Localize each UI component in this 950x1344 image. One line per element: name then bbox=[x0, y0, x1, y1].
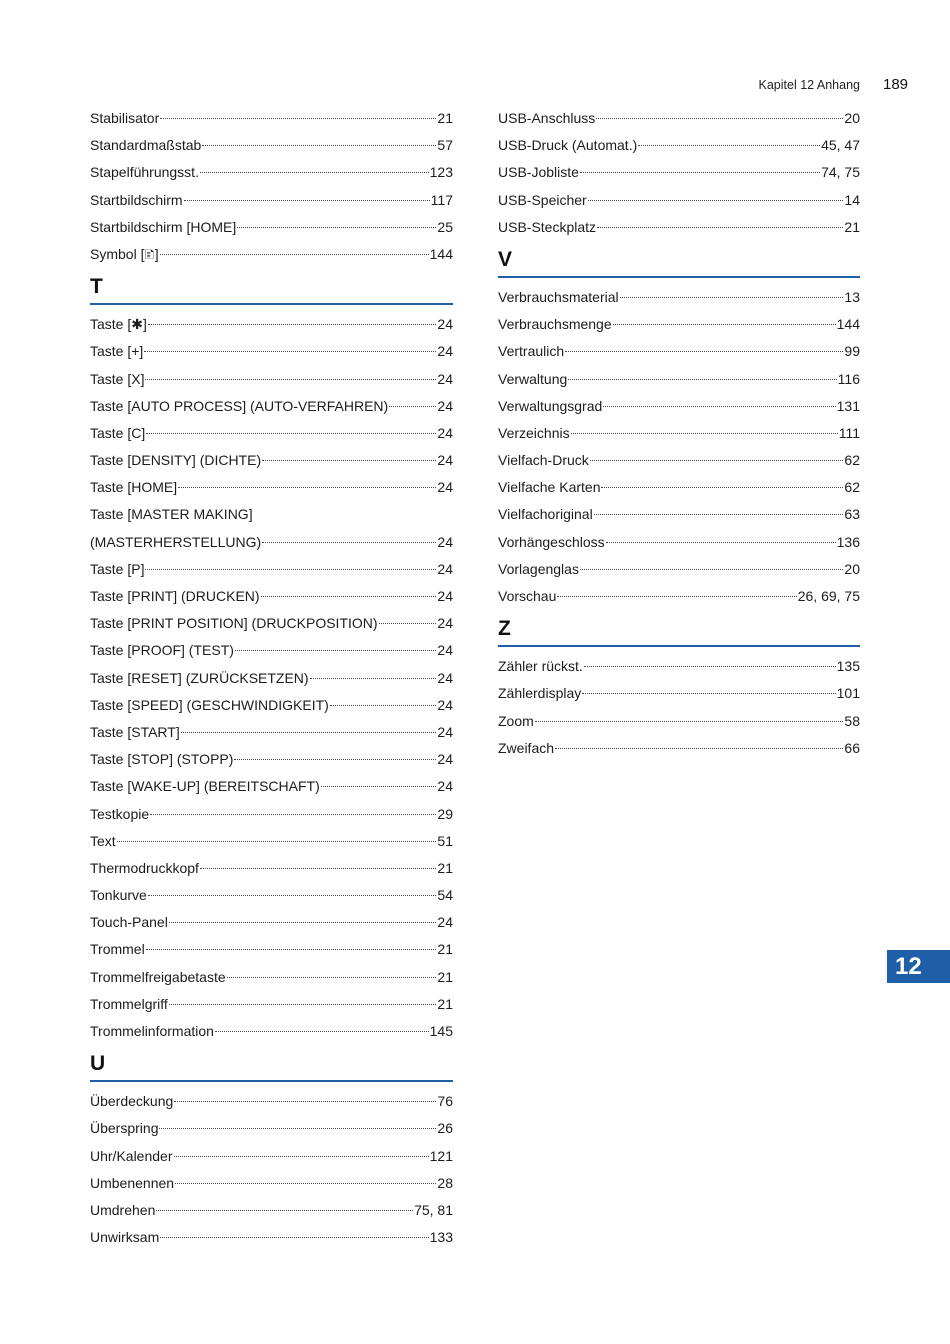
index-term: Taste [✱] bbox=[90, 316, 147, 333]
index-page-ref: 24 bbox=[437, 560, 453, 577]
index-entry bbox=[90, 692, 453, 719]
index-term: Vertraulich bbox=[498, 343, 565, 360]
index-entry bbox=[90, 828, 453, 855]
index-term: Taste [RESET] (ZURÜCKSETZEN) bbox=[90, 669, 309, 686]
index-entry bbox=[90, 882, 453, 909]
dot-leader bbox=[184, 200, 430, 201]
index-page-ref: 117 bbox=[430, 191, 453, 208]
index-entry bbox=[90, 637, 453, 664]
index-page-ref: 24 bbox=[437, 397, 453, 414]
index-entry bbox=[90, 447, 453, 474]
dot-leader bbox=[262, 460, 436, 461]
section-heading: U bbox=[90, 1051, 453, 1082]
index-page-ref: 24 bbox=[437, 424, 453, 441]
index-term: Verwaltungsgrad bbox=[498, 397, 603, 414]
index-page-ref: 29 bbox=[437, 805, 453, 822]
index-page-ref: 24 bbox=[437, 533, 453, 550]
dot-leader bbox=[379, 623, 437, 624]
dot-leader bbox=[580, 172, 820, 173]
dot-leader bbox=[200, 868, 436, 869]
index-page-ref: 58 bbox=[844, 712, 860, 729]
index-page-ref: 21 bbox=[844, 218, 860, 235]
index-term: Taste [C] bbox=[90, 424, 146, 441]
dot-leader bbox=[237, 227, 436, 228]
index-entry bbox=[90, 801, 453, 828]
index-page-ref: 131 bbox=[836, 397, 860, 414]
dot-leader bbox=[174, 1156, 429, 1157]
dot-leader bbox=[262, 542, 436, 543]
index-entry bbox=[498, 159, 860, 186]
index-page-ref: 76 bbox=[437, 1093, 453, 1110]
index-page-ref: 24 bbox=[437, 316, 453, 333]
index-page-ref: 99 bbox=[844, 343, 860, 360]
index-term: Vorhängeschloss bbox=[498, 533, 605, 550]
index-entry bbox=[90, 719, 453, 746]
dot-leader bbox=[603, 406, 835, 407]
dot-leader bbox=[169, 922, 437, 923]
dot-leader bbox=[571, 433, 838, 434]
section-heading: Z bbox=[498, 616, 860, 647]
index-term: Taste [P] bbox=[90, 560, 145, 577]
index-column-left bbox=[90, 105, 453, 1251]
index-entry bbox=[498, 680, 860, 707]
index-entry bbox=[498, 501, 860, 528]
index-entry bbox=[498, 474, 860, 501]
index-term: Zähler rückst. bbox=[498, 658, 583, 675]
dot-leader bbox=[145, 379, 436, 380]
index-entry bbox=[90, 610, 453, 637]
index-entry bbox=[498, 132, 860, 159]
index-entry bbox=[498, 447, 860, 474]
index-term: Taste [PRINT POSITION] (DRUCKPOSITION) bbox=[90, 615, 378, 632]
index-page-ref: 24 bbox=[437, 751, 453, 768]
index-entry bbox=[90, 855, 453, 882]
index-term: Trommelfreigabetaste bbox=[90, 968, 226, 985]
dot-leader bbox=[389, 406, 436, 407]
index-entry bbox=[90, 474, 453, 501]
dot-leader bbox=[235, 650, 437, 651]
dot-leader bbox=[597, 227, 843, 228]
index-entry bbox=[90, 1224, 453, 1251]
index-term: Taste [WAKE-UP] (BEREITSCHAFT) bbox=[90, 778, 320, 795]
dot-leader bbox=[588, 200, 844, 201]
dot-leader bbox=[181, 732, 437, 733]
index-term: Uhr/Kalender bbox=[90, 1147, 173, 1164]
dot-leader bbox=[601, 487, 843, 488]
dot-leader bbox=[261, 596, 437, 597]
index-entry bbox=[90, 132, 453, 159]
dot-leader bbox=[175, 1183, 436, 1184]
dot-leader bbox=[638, 145, 820, 146]
index-entry bbox=[90, 159, 453, 186]
index-entry bbox=[90, 241, 453, 268]
index-page-ref: 20 bbox=[844, 560, 860, 577]
index-entry bbox=[90, 936, 453, 963]
index-page-ref: 62 bbox=[844, 479, 860, 496]
chapter-label: Kapitel 12 Anhang bbox=[758, 78, 860, 92]
index-page-ref: 21 bbox=[437, 941, 453, 958]
dot-leader bbox=[169, 1004, 437, 1005]
index-page-ref: 145 bbox=[429, 1023, 453, 1039]
dot-leader bbox=[310, 678, 437, 679]
index-page-ref: 75, 81 bbox=[414, 1201, 453, 1218]
dot-leader bbox=[330, 705, 437, 706]
index-term: USB-Anschluss bbox=[498, 110, 596, 126]
index-term: Vielfache Karten bbox=[498, 479, 601, 496]
dot-leader bbox=[159, 1128, 436, 1129]
index-term: Standardmaßstab bbox=[90, 137, 202, 154]
dot-leader bbox=[580, 569, 843, 570]
section-heading: V bbox=[498, 247, 860, 278]
index-term: USB-Speicher bbox=[498, 191, 587, 208]
index-term: Verbrauchsmenge bbox=[498, 316, 612, 333]
index-page-ref: 54 bbox=[437, 887, 453, 904]
index-page-ref: 66 bbox=[844, 739, 860, 756]
index-term: Taste [SPEED] (GESCHWINDIGKEIT) bbox=[90, 696, 329, 713]
index-term: Zählerdisplay bbox=[498, 685, 582, 702]
index-entry bbox=[498, 529, 860, 556]
index-term: Taste [+] bbox=[90, 343, 144, 360]
index-page-ref: 21 bbox=[437, 859, 453, 876]
index-entry bbox=[90, 1018, 453, 1045]
index-term: Touch-Panel bbox=[90, 914, 168, 931]
index-entry bbox=[90, 1143, 453, 1170]
index-page-ref: 24 bbox=[437, 914, 453, 931]
index-term: Überspring bbox=[90, 1120, 159, 1137]
dot-leader bbox=[234, 759, 436, 760]
index-page-ref: 14 bbox=[844, 191, 860, 208]
dot-leader bbox=[200, 172, 429, 173]
dot-leader bbox=[146, 949, 437, 950]
index-term: Taste [START] bbox=[90, 723, 180, 740]
chapter-tab: 12 bbox=[887, 950, 950, 983]
dot-leader bbox=[144, 351, 436, 352]
dot-leader bbox=[535, 721, 844, 722]
index-term: Taste [AUTO PROCESS] (AUTO-VERFAHREN) bbox=[90, 397, 389, 414]
dot-leader bbox=[584, 666, 836, 667]
index-entry bbox=[90, 583, 453, 610]
dot-leader bbox=[160, 1237, 428, 1238]
dot-leader bbox=[117, 841, 437, 842]
index-term: Überdeckung bbox=[90, 1093, 174, 1110]
index-entry bbox=[90, 501, 453, 528]
index-term: Taste [HOME] bbox=[90, 479, 178, 496]
dot-leader bbox=[590, 460, 844, 461]
index-page-ref: 24 bbox=[437, 588, 453, 604]
index-entry bbox=[90, 187, 453, 214]
dot-leader bbox=[613, 324, 836, 325]
index-term: Thermodruckkopf bbox=[90, 859, 199, 876]
section-heading: T bbox=[90, 274, 453, 305]
index-page-ref: 111 bbox=[838, 424, 860, 441]
index-page-ref: 136 bbox=[836, 533, 860, 550]
dot-leader bbox=[568, 379, 836, 380]
index-term: Startbildschirm [HOME] bbox=[90, 218, 237, 235]
index-term: Trommelgriff bbox=[90, 995, 168, 1012]
page-number: 189 bbox=[883, 76, 909, 93]
index-entry bbox=[498, 311, 860, 338]
index-entry bbox=[90, 214, 453, 241]
index-page-ref: 123 bbox=[429, 164, 453, 181]
index-entry bbox=[498, 420, 860, 447]
dot-leader bbox=[146, 433, 436, 434]
index-page-ref: 20 bbox=[844, 110, 860, 126]
dot-leader bbox=[557, 596, 796, 597]
index-page-ref: 24 bbox=[437, 696, 453, 713]
dot-leader bbox=[594, 514, 844, 515]
index-term: Verwaltung bbox=[498, 370, 568, 387]
index-page-ref: 24 bbox=[437, 642, 453, 659]
index-entry bbox=[90, 393, 453, 420]
index-term: Trommelinformation bbox=[90, 1023, 214, 1039]
dot-leader bbox=[202, 145, 436, 146]
index-page-ref: 74, 75 bbox=[821, 164, 860, 181]
index-page-ref: 21 bbox=[437, 995, 453, 1012]
index-term: Tonkurve bbox=[90, 887, 147, 904]
dot-leader bbox=[565, 351, 843, 352]
index-page-ref: 24 bbox=[437, 370, 453, 387]
index-entry bbox=[498, 708, 860, 735]
index-page-ref: 24 bbox=[437, 615, 453, 632]
index-term: Text bbox=[90, 832, 116, 849]
index-entry bbox=[90, 773, 453, 800]
index-term: Stapelführungsst. bbox=[90, 164, 199, 181]
index-page-ref: 135 bbox=[836, 658, 860, 675]
index-entry bbox=[498, 583, 860, 610]
index-entry bbox=[498, 735, 860, 762]
index-page-ref: 24 bbox=[437, 778, 453, 795]
index-entry bbox=[90, 1170, 453, 1197]
index-entry bbox=[90, 366, 453, 393]
index-entry bbox=[498, 284, 860, 311]
index-term: Verzeichnis bbox=[498, 424, 570, 441]
index-page-ref: 24 bbox=[437, 452, 453, 469]
index-entry bbox=[498, 187, 860, 214]
index-term: Vielfachoriginal bbox=[498, 506, 593, 523]
index-entry bbox=[90, 556, 453, 583]
index-entry bbox=[498, 393, 860, 420]
dot-leader bbox=[160, 118, 436, 119]
index-term: Vorlagenglas bbox=[498, 560, 579, 577]
index-term: (MASTERHERSTELLUNG) bbox=[90, 533, 262, 550]
index-page-ref: 13 bbox=[844, 288, 860, 305]
index-term: Verbrauchsmaterial bbox=[498, 288, 619, 305]
index-page-ref: 51 bbox=[437, 832, 453, 849]
dot-leader bbox=[620, 297, 844, 298]
index-entry bbox=[498, 338, 860, 365]
index-page-ref: 116 bbox=[837, 370, 860, 387]
index-term: Unwirksam bbox=[90, 1229, 160, 1246]
index-term: Trommel bbox=[90, 941, 145, 958]
index-entry bbox=[90, 1115, 453, 1142]
index-page-ref: 21 bbox=[437, 968, 453, 985]
index-page-ref: 144 bbox=[429, 245, 453, 262]
index-entry bbox=[90, 420, 453, 447]
page-header bbox=[0, 76, 950, 98]
index-page-ref: 133 bbox=[429, 1229, 453, 1246]
index-term: Taste [X] bbox=[90, 370, 145, 387]
index-entry bbox=[498, 214, 860, 241]
index-entry bbox=[90, 1197, 453, 1224]
dot-leader bbox=[150, 814, 436, 815]
index-entry bbox=[498, 105, 860, 132]
dot-leader bbox=[227, 977, 437, 978]
dot-leader bbox=[606, 542, 836, 543]
dot-leader bbox=[148, 324, 437, 325]
dot-leader bbox=[156, 1210, 413, 1211]
index-entry bbox=[498, 366, 860, 393]
index-entry bbox=[90, 311, 453, 338]
index-term: Umdrehen bbox=[90, 1201, 156, 1218]
index-term: Taste [MASTER MAKING] bbox=[90, 506, 253, 523]
index-page-ref: 28 bbox=[437, 1174, 453, 1191]
index-page-ref: 63 bbox=[844, 506, 860, 523]
index-column-right bbox=[498, 105, 860, 762]
index-page-ref: 24 bbox=[437, 723, 453, 740]
index-page-ref: 24 bbox=[437, 479, 453, 496]
index-term: Symbol [🗈] bbox=[90, 245, 159, 262]
index-term: Vorschau bbox=[498, 588, 557, 604]
index-term: Umbenennen bbox=[90, 1174, 175, 1191]
index-page-ref: 25 bbox=[437, 218, 453, 235]
index-entry bbox=[90, 338, 453, 365]
dot-leader bbox=[321, 786, 437, 787]
index-term: USB-Steckplatz bbox=[498, 218, 597, 235]
index-entry bbox=[90, 746, 453, 773]
index-term: USB-Druck (Automat.) bbox=[498, 137, 638, 154]
index-entry bbox=[90, 105, 453, 132]
dot-leader bbox=[145, 569, 436, 570]
index-page-ref: 101 bbox=[836, 685, 860, 702]
index-page-ref: 24 bbox=[437, 669, 453, 686]
dot-leader bbox=[174, 1101, 436, 1102]
index-term: Vielfach-Druck bbox=[498, 452, 589, 469]
dot-leader bbox=[596, 118, 843, 119]
index-page-ref: 62 bbox=[844, 452, 860, 469]
index-entry bbox=[90, 1088, 453, 1115]
index-term: Testkopie bbox=[90, 805, 150, 822]
index-page-ref: 21 bbox=[437, 110, 453, 126]
index-page-ref: 24 bbox=[437, 343, 453, 360]
dot-leader bbox=[148, 895, 437, 896]
dot-leader bbox=[178, 487, 436, 488]
index-entry bbox=[90, 964, 453, 991]
index-term: Taste [PRINT] (DRUCKEN) bbox=[90, 588, 260, 604]
index-page-ref: 121 bbox=[429, 1147, 453, 1164]
index-term: Startbildschirm bbox=[90, 191, 183, 208]
index-entry bbox=[498, 653, 860, 680]
index-entry bbox=[498, 556, 860, 583]
index-term: Zoom bbox=[498, 712, 534, 729]
dot-leader bbox=[582, 693, 835, 694]
index-entry bbox=[90, 991, 453, 1018]
dot-leader bbox=[160, 254, 429, 255]
index-term: USB-Jobliste bbox=[498, 164, 579, 181]
dot-leader bbox=[215, 1031, 429, 1032]
index-entry bbox=[90, 665, 453, 692]
index-term: Taste [DENSITY] (DICHTE) bbox=[90, 452, 262, 469]
index-page-ref: 45, 47 bbox=[821, 137, 860, 154]
dot-leader bbox=[555, 748, 843, 749]
index-entry bbox=[90, 909, 453, 936]
index-entry bbox=[90, 529, 453, 556]
index-term: Taste [PROOF] (TEST) bbox=[90, 642, 234, 659]
index-term: Taste [STOP] (STOPP) bbox=[90, 751, 234, 768]
index-page-ref: 144 bbox=[836, 316, 860, 333]
index-term: Stabilisator bbox=[90, 110, 160, 126]
index-page-ref: 57 bbox=[437, 137, 453, 154]
index-term: Zweifach bbox=[498, 739, 555, 756]
index-page-ref: 26 bbox=[437, 1120, 453, 1137]
index-page-ref: 26, 69, 75 bbox=[797, 588, 860, 604]
